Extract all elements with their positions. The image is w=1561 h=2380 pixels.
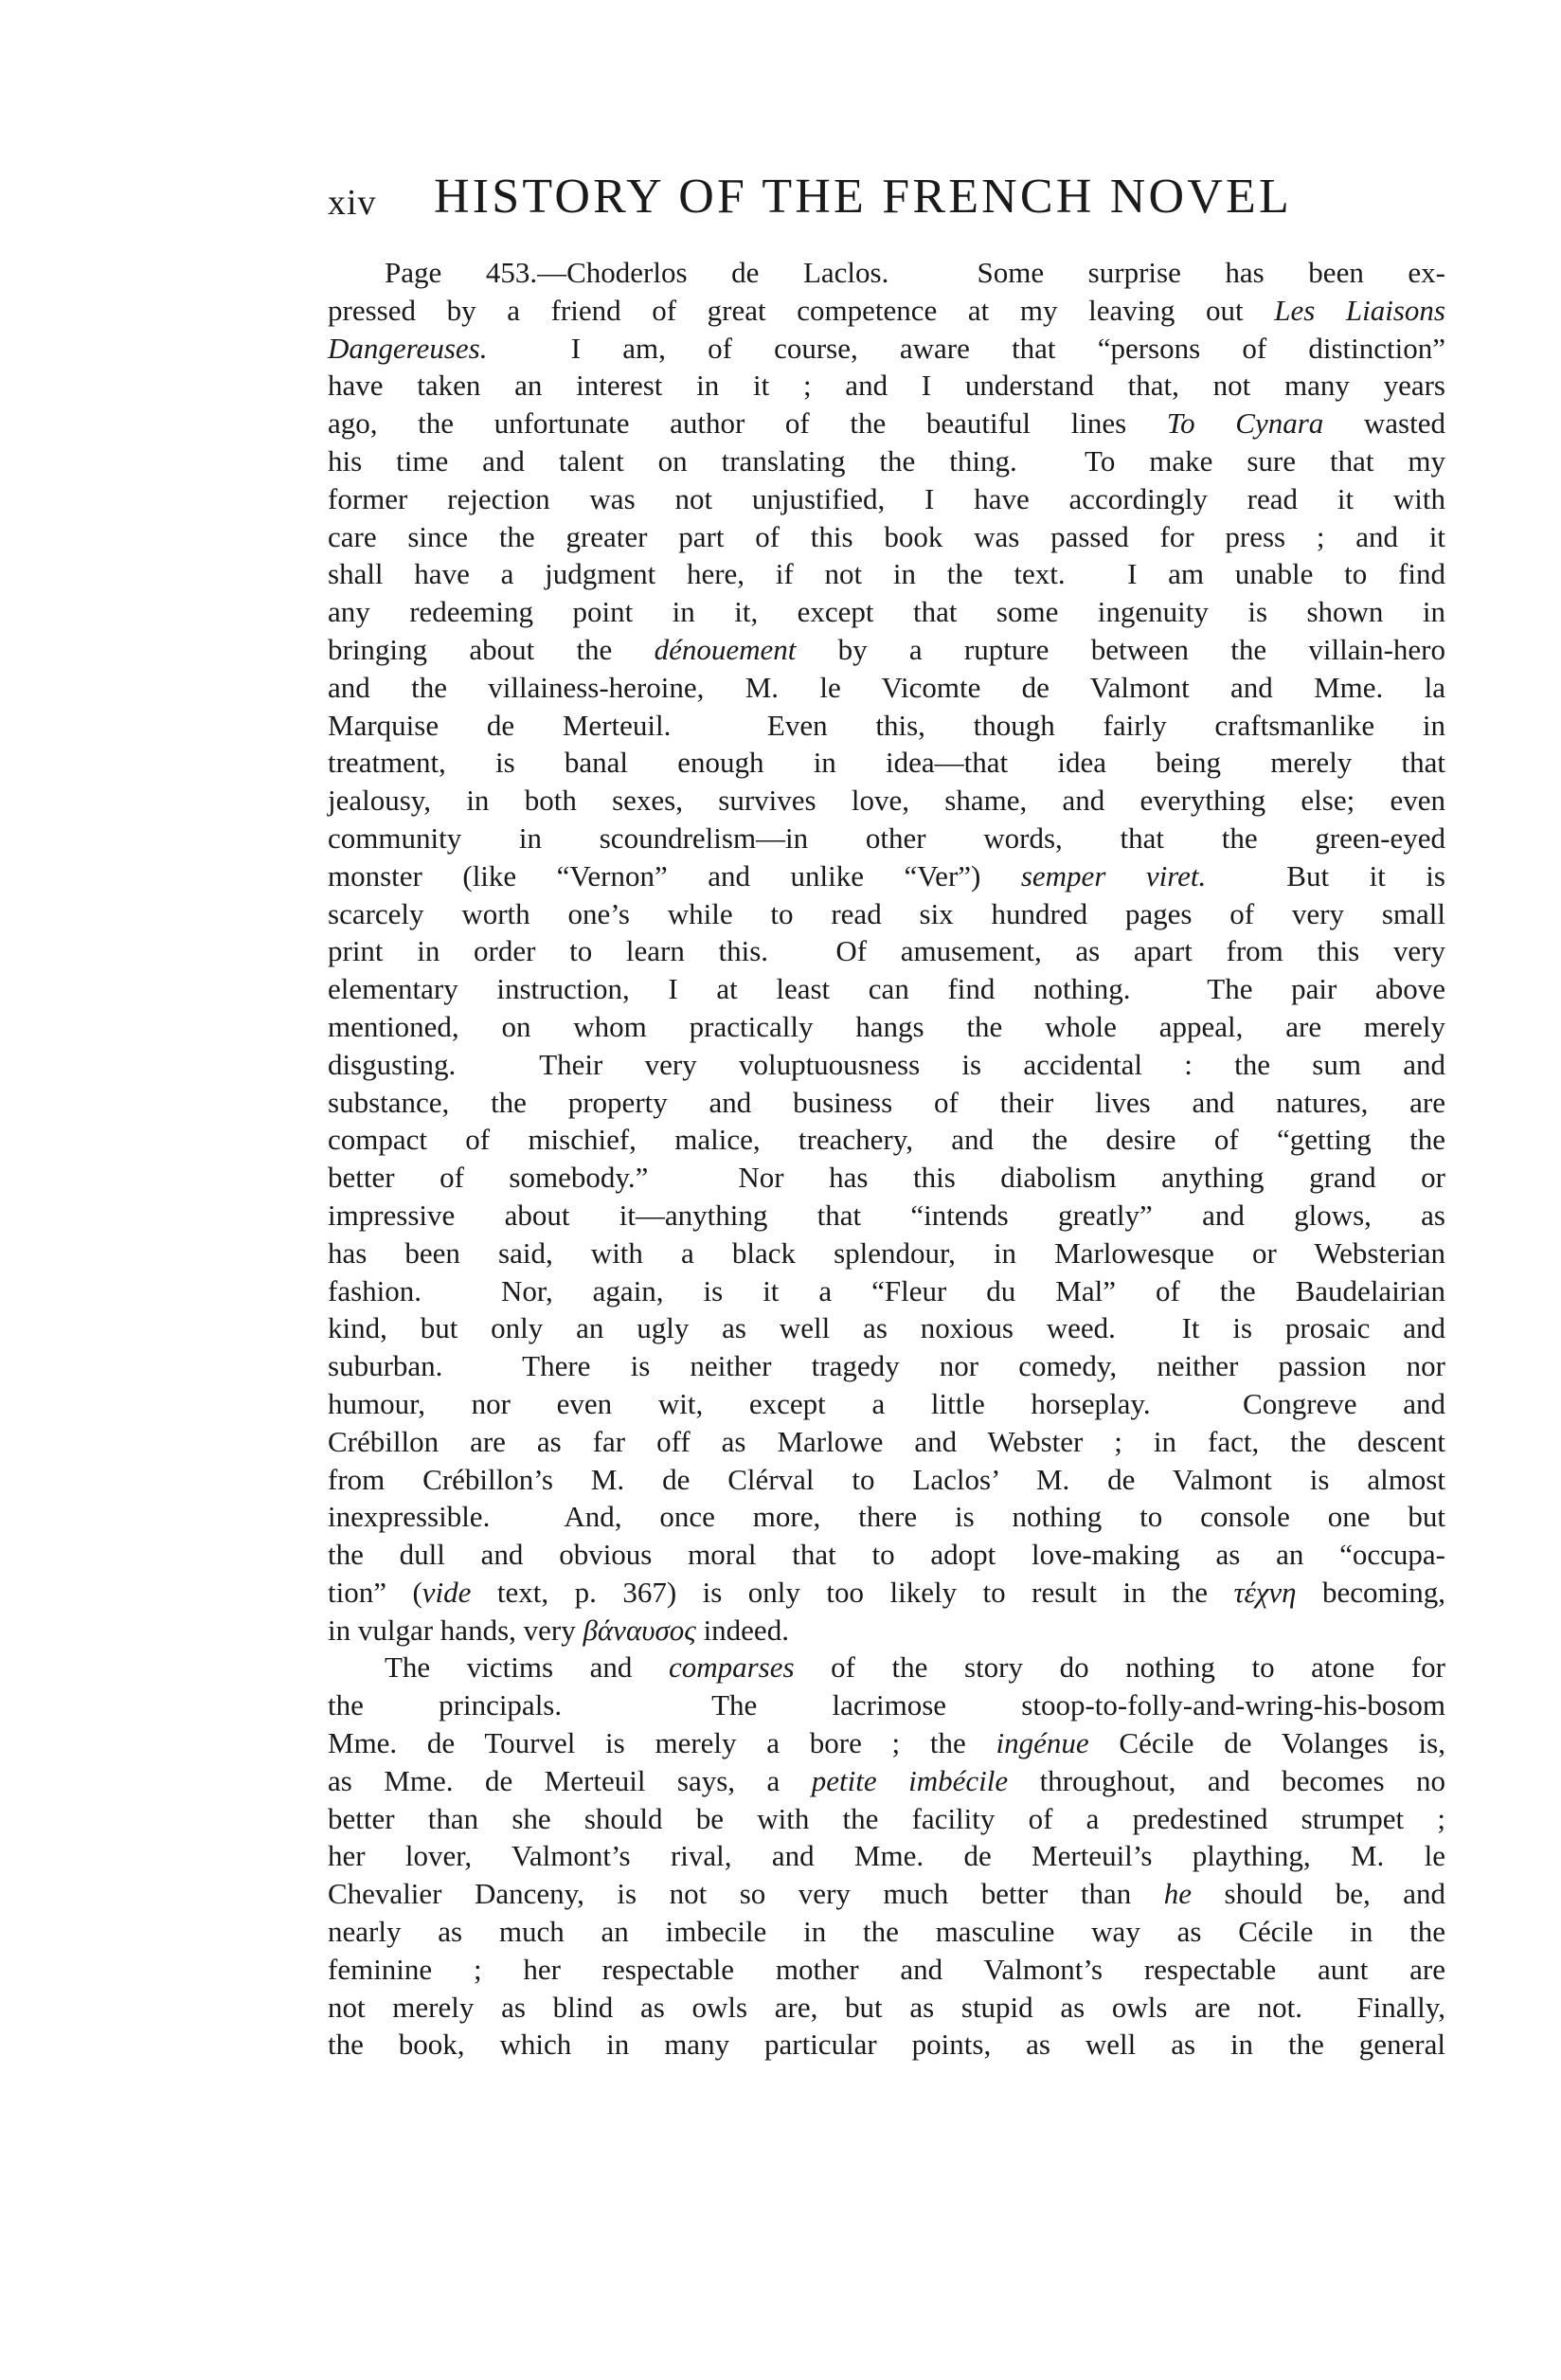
text-segment: his time and talent on translating the thing. To make sure that my (328, 443, 1445, 478)
text-segment: from Crébillon’s M. de Clérval to Laclos’ M. de Valmont is almost (328, 1462, 1445, 1496)
italic-text: βάναυσος (583, 1613, 696, 1647)
text-segment: kind, but only an ugly as well as noxious weed. It is prosaic and (328, 1311, 1445, 1345)
text-line (328, 1385, 1445, 1423)
text-segment: mentioned, on whom practically hangs the whole appeal, are merely (328, 1009, 1445, 1043)
text-segment: bringing about the (328, 632, 655, 666)
text-segment: the principals. The lacrimose stoop-to-folly-and-wring-his-bosom (328, 1688, 1445, 1722)
text-segment: any redeeming point in it, except that some ingenuity is shown in (328, 595, 1445, 629)
text-segment: print in order to learn this. Of amusement, as apart from this very (328, 934, 1445, 968)
text-segment: by a rupture between the villain-hero (796, 632, 1446, 666)
text-line (328, 1951, 1445, 1989)
text-segment: Chevalier Danceny, is not so very much better than (328, 1877, 1164, 1911)
text-line (328, 593, 1445, 631)
text-segment: Cécile de Volanges is, (1088, 1726, 1445, 1760)
text-segment: tion” ( (328, 1575, 422, 1609)
text-segment: pressed by a friend of great competence at my leaving out (328, 293, 1275, 327)
text-segment: inexpressible. And, once more, there is nothing to console one but (328, 1500, 1445, 1534)
text-segment: indeed. (695, 1613, 789, 1647)
text-line (328, 1612, 1445, 1650)
text-segment: Mme. de Tourvel is merely a bore ; the (328, 1726, 996, 1760)
text-segment: impressive about it—anything that “intends greatly” and glows, as (328, 1198, 1445, 1232)
text-segment: suburban. There is neither tragedy nor comedy, neither passion nor (328, 1349, 1445, 1383)
text-line (328, 1121, 1445, 1159)
text-line (328, 857, 1445, 895)
text-segment: monster (like “Vernon” and unlike “Ver”) (328, 858, 1021, 892)
text-segment: the book, which in many particular points, as well as in the general (328, 2028, 1445, 2062)
text-line (328, 1649, 1445, 1686)
italic-text: comparses (668, 1650, 795, 1685)
text-segment: and the villainess-heroine, M. le Vicomte de Valmont and Mme. la (328, 670, 1445, 704)
text-line (328, 1498, 1445, 1536)
text-segment: The victims and (385, 1650, 669, 1685)
text-segment: Marquise de Merteuil. Even this, though fairly craftsmanlike in (328, 708, 1445, 742)
italic-text: semper viret. (1020, 858, 1207, 892)
text-line (328, 367, 1445, 405)
text-line (328, 292, 1445, 330)
text-segment: ago, the unfortunate author of the beautiful lines (328, 406, 1167, 441)
text-segment: But it is (1206, 858, 1445, 892)
text-line (328, 1008, 1445, 1046)
text-segment: in vulgar hands, very (328, 1613, 583, 1647)
text-line (328, 1423, 1445, 1461)
text-line (328, 820, 1445, 857)
text-line (328, 1762, 1445, 1800)
text-line (328, 1347, 1445, 1385)
text-segment: throughout, and becomes no (1008, 1763, 1445, 1797)
text-segment: I am, of course, aware that “persons of distinction” (487, 331, 1445, 365)
text-segment: shall have a judgment here, if not in the text. I am unable to find (328, 557, 1445, 591)
text-segment: jealousy, in both sexes, survives love, shame, and everything else; even (328, 784, 1445, 818)
italic-text: Les Liaisons (1274, 293, 1445, 327)
text-line (328, 1800, 1445, 1838)
text-line (328, 1197, 1445, 1235)
text-line (328, 1724, 1445, 1762)
text-line (328, 555, 1445, 593)
text-line (328, 631, 1445, 669)
text-segment: nearly as much an imbecile in the masculine way as Cécile in the (328, 1915, 1445, 1949)
text-segment: Crébillon are as far off as Marlowe and Webster ; in fact, the descent (328, 1424, 1445, 1458)
text-segment: better than she should be with the facility of a predestined strumpet ; (328, 1801, 1445, 1835)
text-segment: better of somebody.” Nor has this diabolism anything grand or (328, 1161, 1445, 1195)
text-line (328, 932, 1445, 970)
text-line (328, 1989, 1445, 2027)
text-segment: community in scoundrelism—in other words, that the green-eyed (328, 820, 1445, 855)
text-line (328, 1875, 1445, 1913)
text-segment: compact of mischief, malice, treachery, and the desire of “getting the (328, 1123, 1445, 1157)
italic-text: ingénue (996, 1726, 1089, 1760)
text-segment: not merely as blind as owls are, but as stupid as owls are not. Finally, (328, 1990, 1445, 2024)
text-segment: fashion. Nor, again, is it a “Fleur du Mal” of the Baudelairian (328, 1273, 1445, 1307)
text-line (328, 970, 1445, 1008)
text-segment: scarcely worth one’s while to read six hundred pages of very small (328, 896, 1445, 930)
body-text (328, 254, 1445, 2064)
text-line (328, 1309, 1445, 1347)
text-segment: disgusting. Their very voluptuousness is accidental : the sum and (328, 1047, 1445, 1081)
italic-text: petite imbécile (811, 1763, 1009, 1797)
text-line (328, 1272, 1445, 1310)
text-line (328, 1686, 1445, 1724)
text-segment: Page 453.—Choderlos de Laclos. Some surprise has been ex- (385, 256, 1445, 289)
text-line (328, 1461, 1445, 1499)
text-segment: of the story do nothing to atone for (794, 1650, 1446, 1685)
text-segment: wasted (1323, 406, 1445, 441)
italic-text: dénouement (654, 632, 797, 666)
running-header (328, 169, 1445, 225)
text-line (328, 1913, 1445, 1951)
text-line (328, 405, 1445, 442)
text-segment: has been said, with a black splendour, in Marlowesque or Websterian (328, 1235, 1445, 1270)
text-line (328, 518, 1445, 556)
text-line (328, 895, 1445, 933)
text-line (328, 442, 1445, 480)
text-line (328, 782, 1445, 820)
text-line (328, 330, 1445, 368)
text-line (328, 1084, 1445, 1122)
text-segment: care since the greater part of this book was passed for press ; and it (328, 519, 1445, 553)
text-line (328, 2026, 1445, 2064)
text-segment: substance, the property and business of their lives and natures, are (328, 1085, 1445, 1119)
text-segment: former rejection was not unjustified, I have accordingly read it with (328, 481, 1445, 515)
text-segment: should be, and (1192, 1877, 1445, 1911)
text-segment: the dull and obvious moral that to adopt love-making as an “occupa- (328, 1538, 1445, 1572)
text-line (328, 1837, 1445, 1875)
text-segment: treatment, is banal enough in idea—that idea being merely that (328, 746, 1445, 780)
text-segment: text, p. 367) is only too likely to result in the (471, 1575, 1234, 1609)
page-number: xiv (328, 183, 377, 223)
text-line (328, 1235, 1445, 1272)
italic-text: To Cynara (1166, 406, 1324, 441)
text-line (328, 744, 1445, 782)
text-segment: have taken an interest in it ; and I understand that, not many years (328, 369, 1445, 403)
text-segment: feminine ; her respectable mother and Valmont’s respectable aunt are (328, 1952, 1445, 1986)
text-line (328, 1159, 1445, 1197)
text-segment: as Mme. de Merteuil says, a (328, 1763, 812, 1797)
italic-text: Dangereuses. (328, 331, 488, 365)
text-line (328, 1574, 1445, 1612)
italic-text: vide (422, 1575, 472, 1609)
text-line (328, 1046, 1445, 1084)
running-title: HISTORY OF THE FRENCH NOVEL (434, 170, 1292, 224)
text-line (328, 254, 1445, 292)
text-segment: elementary instruction, I at least can find nothing. The pair above (328, 972, 1445, 1006)
text-segment: her lover, Valmont’s rival, and Mme. de Merteuil’s plaything, M. le (328, 1839, 1445, 1873)
italic-text: he (1163, 1877, 1193, 1911)
text-line (328, 707, 1445, 745)
text-line (328, 480, 1445, 518)
text-line (328, 669, 1445, 707)
text-line (328, 1536, 1445, 1574)
text-segment: becoming, (1296, 1575, 1446, 1609)
italic-text: τέχνη (1233, 1575, 1297, 1609)
text-segment: humour, nor even wit, except a little horseplay. Congreve and (328, 1386, 1445, 1420)
